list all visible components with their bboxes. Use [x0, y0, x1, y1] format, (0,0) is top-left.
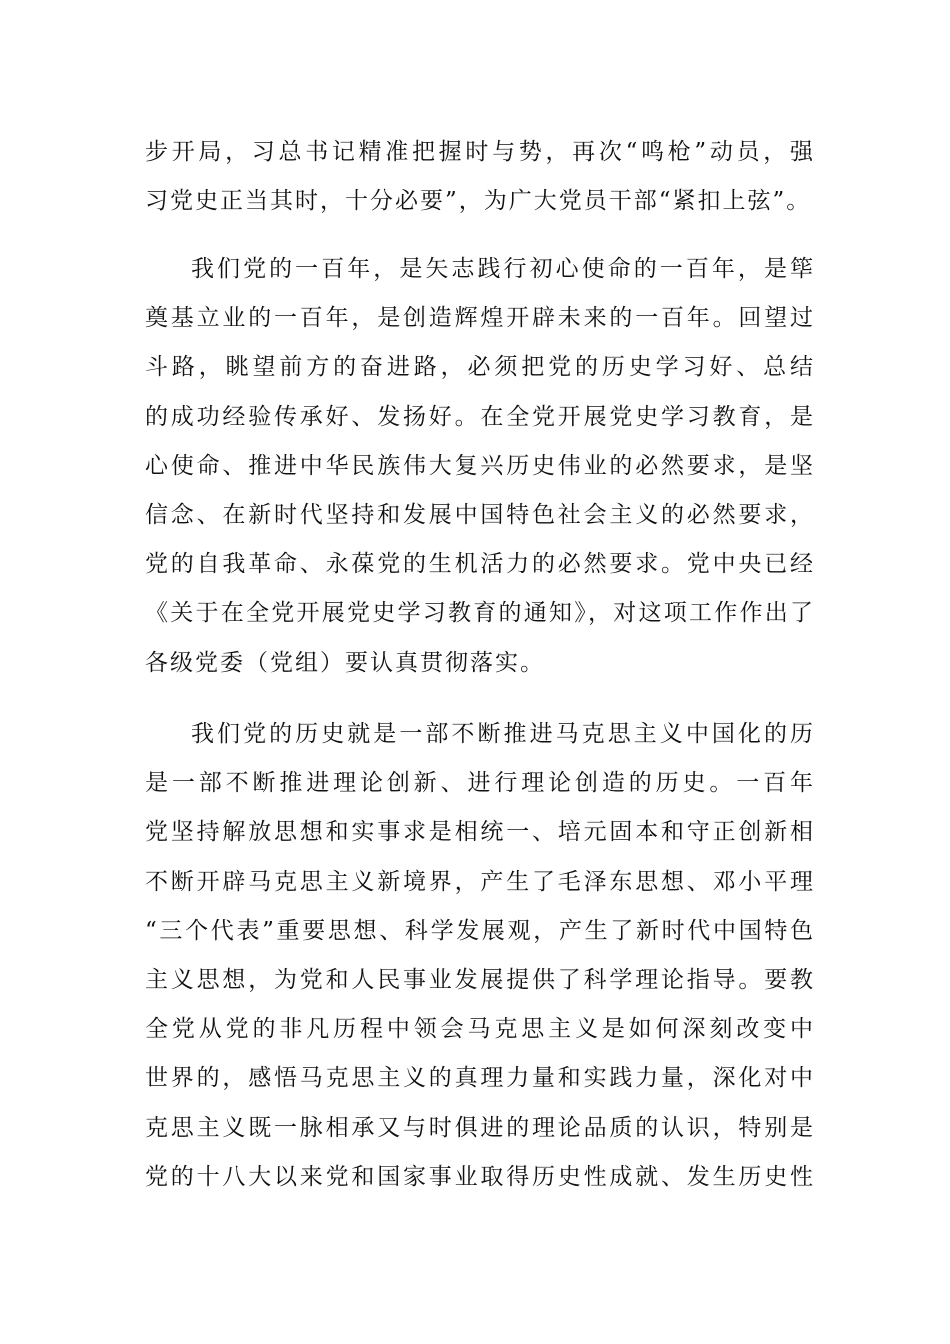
text-line: 习党史正当其时，十分必要”，为广大党员干部“紧扣上弦”。 — [145, 188, 812, 215]
text-line: 步开局，习总书记精准把握时与势，再次“鸣枪”动员，强 — [145, 139, 815, 165]
text-line: 各级党委（党组）要认真贯彻落实。 — [145, 649, 545, 676]
text-line: 党的十八大以来党和国家事业取得历史性成就、发生历史性 — [145, 1163, 815, 1190]
paragraph-3 — [145, 710, 815, 1202]
text-line: “三个代表”重要思想、科学发展观，产生了新时代中国特色 — [145, 917, 815, 944]
text-line: 我们党的历史就是一部不断推进马克思主义中国化的历 — [191, 721, 815, 747]
text-line: 的成功经验传承好、发扬好。在全党开展党史学习教育，是 — [145, 403, 815, 430]
text-line: 信念、在新时代坚持和发展中国特色社会主义的必然要求， — [145, 501, 815, 528]
text-line: 世界的，感悟马克思主义的真理力量和实践力量，深化对中 — [145, 1065, 815, 1092]
text-line: 奠基立业的一百年，是创造辉煌开辟未来的一百年。回望过 — [145, 305, 815, 332]
text-line: 心使命、推进中华民族伟大复兴历史伟业的必然要求，是坚 — [145, 452, 815, 479]
text-line: 我们党的一百年，是矢志践行初心使命的一百年，是筚 — [191, 256, 815, 282]
paragraph-2 — [145, 245, 815, 688]
text-line: 全党从党的非凡历程中领会马克思主义是如何深刻改变中 — [145, 1016, 815, 1043]
text-line: 《关于在全党开展党史学习教育的通知》，对这项工作作出了 — [145, 600, 815, 627]
text-line: 斗路，眺望前方的奋进路，必须把党的历史学习好、总结 — [145, 354, 815, 381]
text-line: 主义思想，为党和人民事业发展提供了科学理论指导。要教 — [145, 966, 815, 993]
text-line: 是一部不断推进理论创新、进行理论创造的历史。一百年 — [145, 770, 815, 797]
text-line: 党坚持解放思想和实事求是相统一、培元固本和守正创新相 — [145, 819, 815, 846]
text-line: 克思主义既一脉相承又与时俱进的理论品质的认识，特别是 — [145, 1114, 815, 1141]
text-line: 不断开辟马克思主义新境界，产生了毛泽东思想、邓小平理 — [145, 868, 815, 895]
text-line: 党的自我革命、永葆党的生机活力的必然要求。党中央已经 — [145, 551, 815, 578]
paragraph-1 — [145, 128, 815, 226]
